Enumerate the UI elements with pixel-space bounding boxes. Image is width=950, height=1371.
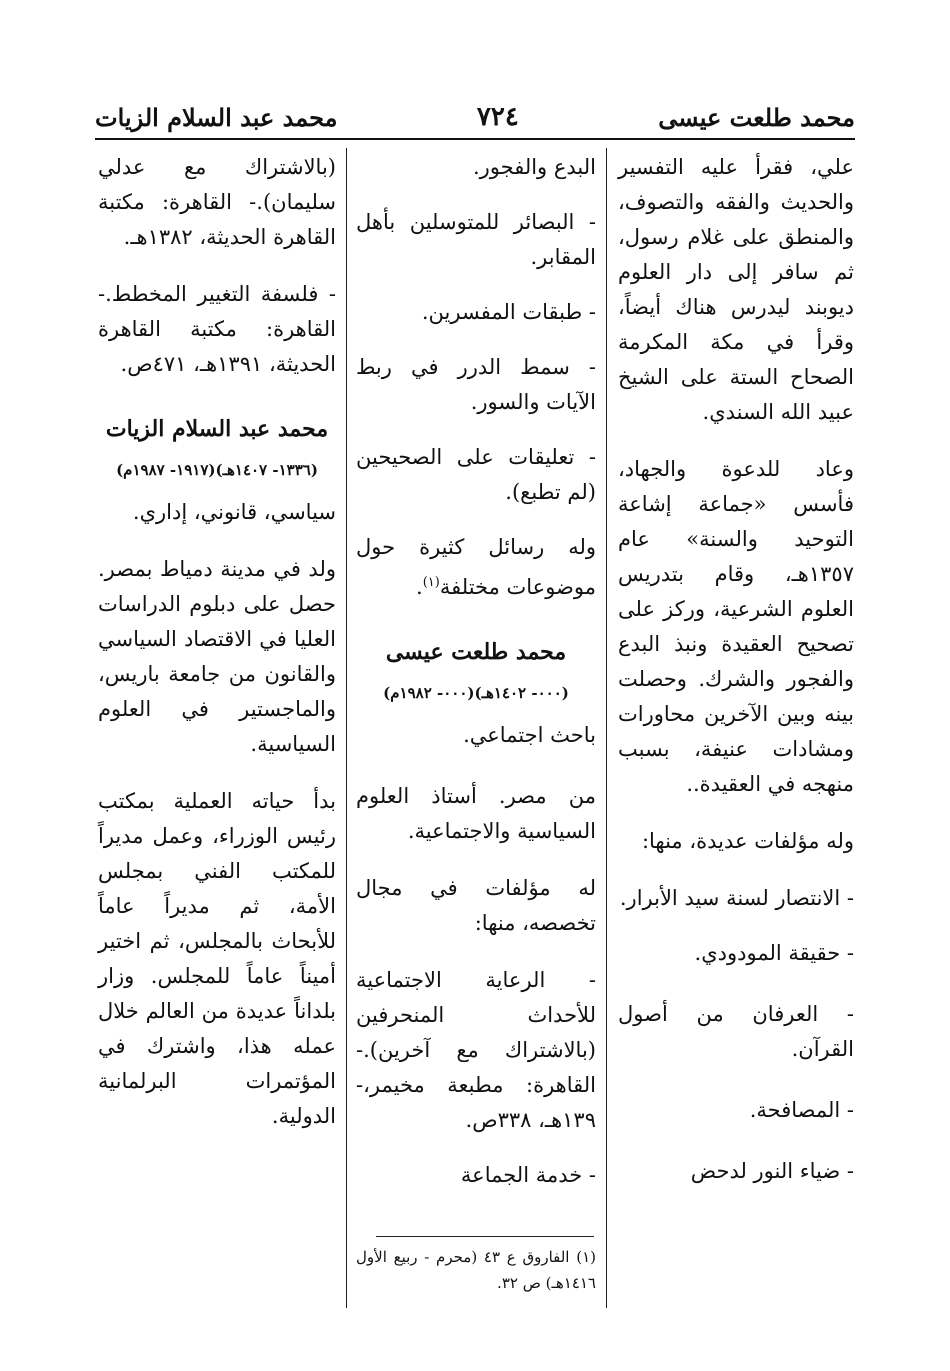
list-item: - الانتصار لسنة سيد الأبرار. (619, 886, 854, 910)
list-item: - المصافحة. (749, 1098, 854, 1122)
closing-text: وله رسائل كثيرة حول موضوعات مختلفة (356, 535, 596, 599)
header-right-name: محمد طلعت عيسى (658, 102, 855, 132)
paragraph: من مصر. أستاذ العلوم السياسية والاجتماعية. (356, 784, 596, 843)
list-item: - سمط الدرر في ربط الآيات والسور. (356, 355, 596, 414)
footnote-rule (376, 1236, 594, 1237)
paragraph: بدأ حياته العملية بمكتب رئيس الوزراء، وعمل مديراً للمكتب الفني بمجلس الأمة، ثم مديراً عاماً للأبحاث بالمجلس، ثم اختير أميناً عاماً للمجلس. وزار بلداناً عديدة من العالم خلال عمله هذا، واشترك في المؤتمرات البرلمانية الدولية. (98, 789, 336, 1128)
paragraph: وعاد للدعوة والجهاد، فأسس «جماعة إشاعة التوحيد والسنة» عام ١٣٥٧هـ، وقام بتدريس العلوم الشرعية، وركز على تصحيح العقيدة ونبذ البدع والفجور والشرك. وحصلت بينه وبين الآخرين محاورات ومشادات عنيفة، بسبب منهجه في العقيدة.. (618, 457, 854, 796)
list-item: - فلسفة التغيير المخطط.- القاهرة: مكتبة القاهرة الحديثة، ١٣٩١هـ، ٤٧١ص. (98, 282, 336, 376)
closing-end: . (416, 575, 423, 599)
column-right (618, 150, 854, 1320)
footnote: (١) الفاروق ع ٤٣ (محرم - ربيع الأول ١٤١٦هـ) ص ٣٢. (356, 1248, 596, 1292)
biography-title: باحث اجتماعي. (463, 723, 596, 747)
paragraph: له مؤلفات في مجال تخصصه، منها: (356, 876, 596, 935)
list-item: - العرفان من أصول القرآن. (618, 1002, 854, 1061)
list-item: - حقيقة المودودي. (694, 941, 854, 965)
header-left-name: محمد عبد السلام الزيات (95, 102, 338, 132)
biography-dates: (٠٠٠- ١٤٠٢هـ)(٠٠٠- ١٩٨٢م) (383, 684, 569, 702)
list-item: - خدمة الجماعة (460, 1163, 596, 1187)
list-item: (بالاشتراك مع عدلي سليمان).- القاهرة: مكتبة القاهرة الحديثة، ١٣٨٢هـ. (98, 155, 336, 249)
column-middle (356, 150, 596, 1320)
header-rule (95, 138, 855, 140)
biography-name: محمد عبد السلام الزيات (105, 416, 329, 442)
paragraph: علي، فقرأ عليه التفسير والحديث والفقه والتصوف، والمنطق على غلام رسول، ثم سافر إلى دار العلوم ديوبند ليدرس هناك أيضاً، وقرأ في مكة المكرمة الصحاح الستة على الشيخ عبيد الله السندي. (618, 155, 854, 424)
biography-title: سياسي، قانوني، إداري. (132, 500, 336, 524)
column-divider (346, 148, 347, 1308)
paragraph (356, 530, 596, 605)
list-item: - طبقات المفسرين. (421, 300, 596, 324)
column-divider (606, 148, 607, 1308)
paragraph: ولد في مدينة دمياط بمصر. حصل على دبلوم الدراسات العليا في الاقتصاد السياسي والقانون من جامعة باريس، والماجستير في العلوم السياسية. (98, 557, 336, 756)
paragraph: وله مؤلفات عديدة، منها: (641, 829, 854, 853)
list-item: - ضياء النور لدحض (690, 1159, 854, 1183)
page-number: ٧٢٤ (476, 102, 519, 132)
running-header (95, 92, 855, 142)
list-item: - الرعاية الاجتماعية للأحداث المنحرفين (بالاشتراك مع آخرين).- القاهرة: مطبعة مخيمر،- ١٣٩هـ، ٣٣٨ص. (356, 968, 596, 1132)
column-left (98, 150, 336, 1320)
footnote-ref: (١) (422, 575, 440, 590)
list-item: - تعليقات على الصحيحين (لم تطبع). (356, 445, 596, 504)
list-item: - البصائر للمتوسلين بأهل المقابر. (356, 210, 596, 269)
biography-name: محمد طلعت عيسى (385, 639, 567, 665)
list-item: البدع والفجور. (472, 155, 596, 179)
biography-dates: (١٣٣٦- ١٤٠٧هـ)(١٩١٧- ١٩٨٧م) (116, 461, 318, 479)
